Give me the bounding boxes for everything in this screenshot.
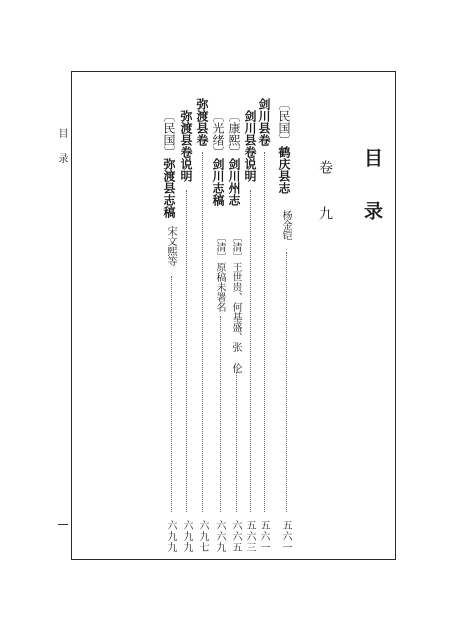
entry-author: 〔清〕原稿未署名: [214, 232, 225, 312]
toc-entry[interactable]: 弥渡县卷: [195, 98, 209, 146]
running-head: 目 录: [56, 128, 67, 165]
entry-author: 杨金铠: [280, 210, 291, 240]
dot-leader: [186, 190, 187, 512]
dot-leader: [264, 152, 265, 512]
entry-page: 六六五: [230, 520, 241, 553]
entry-page: 五六三: [244, 520, 255, 553]
toc-entry[interactable]: [278, 98, 290, 194]
entry-page: 五六一: [258, 520, 269, 553]
entry-title: 剑川州志: [227, 158, 241, 206]
entry-page: 六九九: [181, 520, 192, 553]
entry-title: 弥渡县志稿: [162, 158, 176, 218]
entry-author: 宋文熙等: [165, 226, 176, 266]
entry-page: 五六一: [280, 520, 291, 553]
dot-leader: [220, 316, 221, 512]
toc-entry[interactable]: [163, 110, 175, 218]
entry-era: 〔康熙〕: [227, 110, 241, 158]
volume-heading: 卷 九: [317, 160, 333, 228]
toc-entry[interactable]: 弥渡县卷说明: [179, 110, 193, 182]
entry-title: 剑川志稿: [211, 158, 225, 206]
entry-era: 〔光绪〕: [211, 110, 225, 158]
entry-era: 〔民国〕: [162, 110, 176, 158]
entry-page: 六九七: [197, 520, 208, 553]
toc-entry[interactable]: [228, 110, 240, 206]
dot-leader: [202, 152, 203, 512]
entry-author: 〔清〕王世贵、何基盛、张 伦: [230, 232, 241, 373]
entry-page: 六九九: [165, 520, 176, 553]
dot-leader: [250, 190, 251, 512]
dot-leader: [236, 372, 237, 512]
entry-era: 〔民国〕: [277, 98, 291, 146]
entry-title: 鹤庆县志: [277, 146, 291, 194]
dot-leader: [286, 252, 287, 512]
entry-page: 六六九: [214, 520, 225, 553]
dot-leader: [171, 276, 172, 512]
page-folio-mark: [58, 524, 68, 525]
page-title: 目 录: [361, 148, 383, 226]
toc-entry[interactable]: 剑川县卷: [257, 98, 271, 146]
toc-entry[interactable]: 剑川县卷说明: [243, 110, 257, 182]
toc-entry[interactable]: [212, 110, 224, 206]
